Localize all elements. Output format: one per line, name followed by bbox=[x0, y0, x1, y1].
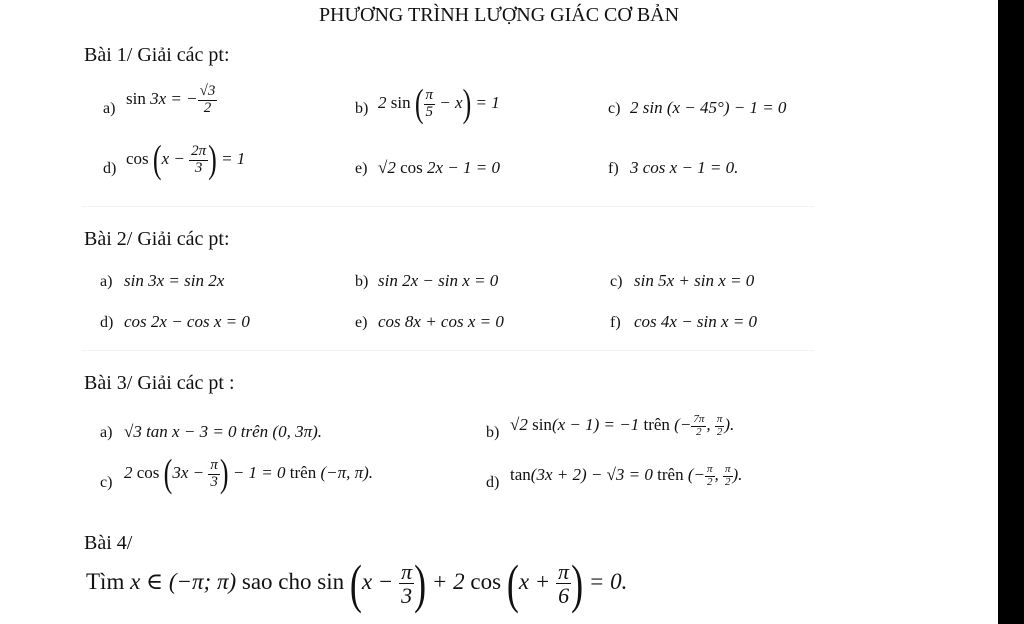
bai1-eq-d: cos (x − $\frac{2\pi}{3}$ ) = 1 bbox=[126, 137, 246, 182]
divider bbox=[82, 206, 814, 207]
bai2-label-d: d) bbox=[100, 314, 114, 331]
bai4-heading: Bài 4/ bbox=[84, 532, 133, 554]
bai1-label-d: d) bbox=[103, 160, 117, 177]
bai1-eq-f: 3 cos x − 1 = 0. bbox=[630, 158, 739, 177]
bai3-eq-d: tan(3x + 2) − √3 = 0 trên (− $\frac{\pi}{2}$ , $\frac{\pi}{2}$ ). bbox=[510, 463, 743, 488]
bai2-heading: Bài 2/ Giải các pt: bbox=[84, 228, 230, 250]
bai2-label-c: c) bbox=[610, 273, 623, 290]
bai2-eq-f: cos 4x − sin x = 0 bbox=[634, 312, 758, 331]
bai1-eq-c: 2 sin (x − 45°) − 1 = 0 bbox=[630, 98, 787, 117]
page-title: PHƯƠNG TRÌNH LƯỢNG GIÁC CƠ BẢN bbox=[318, 4, 680, 26]
bai3-eq-c: 2 cos (3x − $\frac{\pi}{3}$ ) − 1 = 0 trên (−π, π). bbox=[124, 451, 374, 496]
bai2-label-f: f) bbox=[610, 314, 621, 331]
bai1-label-f: f) bbox=[608, 160, 619, 177]
bai2-label-a: a) bbox=[100, 273, 113, 290]
bai1-eq-e: √2 cos 2x − 1 = 0 bbox=[378, 158, 501, 177]
bai2-eq-d: cos 2x − cos x = 0 bbox=[124, 312, 250, 331]
bai3-label-d: d) bbox=[486, 474, 500, 491]
bai2-eq-e: cos 8x + cos x = 0 bbox=[378, 312, 504, 331]
divider bbox=[82, 350, 814, 351]
bai1-eq-a: sin 3x = − $\frac{√3}{2}$ bbox=[126, 83, 216, 116]
bai3-heading: Bài 3/ Giải các pt : bbox=[84, 372, 235, 394]
bai2-eq-c: sin 5x + sin x = 0 bbox=[634, 271, 755, 290]
bai3-label-b: b) bbox=[486, 424, 500, 441]
bai1-label-a: a) bbox=[103, 100, 116, 117]
bai3-eq-a: √3 tan x − 3 = 0 trên (0, 3π). bbox=[124, 422, 323, 441]
bai1-label-e: e) bbox=[355, 160, 368, 177]
bai3-label-a: a) bbox=[100, 424, 113, 441]
bai1-eq-b: 2 sin ( $\frac{\pi}{5}$ − x) = 1 bbox=[378, 81, 500, 126]
bai4-statement: Tìm x ∈ (−π; π) sao cho sin (x − $\frac{\pi}{3}$ ) + 2 cos (x + $\frac{\pi}{6}$ ) = 0. bbox=[86, 553, 628, 614]
bai3-label-c: c) bbox=[100, 474, 113, 491]
bai3-eq-b: √2 sin(x − 1) = −1 trên (− $\frac{7\pi}{2}$ , $\frac{\pi}{2}$ ). bbox=[510, 413, 735, 438]
bai2-label-b: b) bbox=[355, 273, 369, 290]
bai1-label-b: b) bbox=[355, 100, 369, 117]
bai1-label-c: c) bbox=[608, 100, 621, 117]
bai1-heading: Bài 1/ Giải các pt: bbox=[84, 44, 230, 66]
bai2-eq-a: sin 3x = sin 2x bbox=[124, 271, 225, 290]
bai2-label-e: e) bbox=[355, 314, 368, 331]
bai2-eq-b: sin 2x − sin x = 0 bbox=[378, 271, 499, 290]
